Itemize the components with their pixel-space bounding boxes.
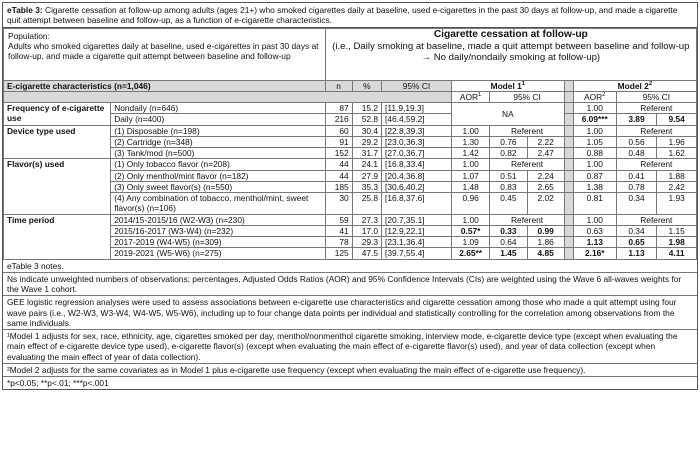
model-divider xyxy=(564,193,573,215)
cell-ci: [39.7,55.4] xyxy=(382,248,452,259)
cell-ci: [23.1,36.4] xyxy=(382,237,452,248)
note-line: GEE logistic regression analyses were used to assess associations between e-cigarette use characteristics and cigarette cessation among those who made a quit attempt using four wave pairs (i.e., W2-W3, W3-W4, W4-W5, W5-W6), including up to four change data points per individual and statistically controlling for the correlation among observations from the same individuals. xyxy=(3,296,697,330)
cell-referent2: Referent xyxy=(616,103,696,114)
cell-aor2: 0.63 xyxy=(573,225,616,236)
cell-hi1: 4.85 xyxy=(527,248,564,259)
population-text: Adults who smoked cigarettes daily at baseline, used e-cigarettes in past 30 days at follow-up, and made a cigarette quit attempt between baseline and follow-up xyxy=(8,40,319,61)
cell-aor1: 0.96 xyxy=(451,193,489,215)
etable-3 xyxy=(2,2,698,390)
cell-lo1: 0.76 xyxy=(490,136,527,147)
cell-aor2: 0.88 xyxy=(573,148,616,159)
cell-ci: [30.6,40.2] xyxy=(382,181,452,192)
cell-lo2: 0.56 xyxy=(616,136,657,147)
notes-heading: eTable 3 notes. xyxy=(3,260,697,273)
cell-hi1: 2.02 xyxy=(527,193,564,215)
cell-referent2: Referent xyxy=(616,159,696,170)
cell-n: 91 xyxy=(325,136,352,147)
cell-lo1: 0.45 xyxy=(490,193,527,215)
cell-pct: 25.8 xyxy=(352,193,381,215)
cell-hi1: 2.47 xyxy=(527,148,564,159)
cell-hi2: 2.42 xyxy=(657,181,697,192)
outcome-header xyxy=(325,28,696,80)
group-label: Flavor(s) used xyxy=(4,159,111,214)
table-title xyxy=(3,3,697,28)
note-line: ²Model 2 adjusts for the same covariates as in Model 1 plus e-cigarette use frequency (except when evaluating the main effect of e-cigarette use frequency). xyxy=(3,364,697,377)
table-row xyxy=(4,214,697,225)
cell-lo1: 0.82 xyxy=(490,148,527,159)
cell-lo1: 0.83 xyxy=(490,181,527,192)
cell-n: 60 xyxy=(325,125,352,136)
row-label: (3) Tank/mod (n=500) xyxy=(111,148,325,159)
note-line: ¹Model 1 adjusts for sex, race, ethnicity, age, cigarettes smoked per day, menthol/nonmenthol cigarette smoking, interview mode, e-cigarette device type (except when evaluating the main effect of e-cigarette device type used), e-cigarette flavor(s) (except when evaluating the main effect of e-cigarette flavor(s) used), and year of data collection (except when evaluating the main effect of year of data collection). xyxy=(3,330,697,364)
header-ci2: 95% CI xyxy=(616,91,696,102)
model-divider xyxy=(564,103,573,114)
row-label: Nondaily (n=646) xyxy=(111,103,325,114)
group-label: Time period xyxy=(4,214,111,259)
title-label: eTable 3: xyxy=(7,5,43,15)
cell-na: NA xyxy=(451,103,564,126)
cell-ci: [16.8,37.6] xyxy=(382,193,452,215)
note-line: *p<0.05; **p<.01; ***p<.001 xyxy=(7,378,109,388)
row-label: 2014/15-2015/16 (W2-W3) (n=230) xyxy=(111,214,325,225)
cell-ci: [20.4,36.8] xyxy=(382,170,452,181)
table-row xyxy=(4,103,697,114)
table-row xyxy=(4,125,697,136)
cell-aor1: 1.09 xyxy=(451,237,489,248)
cell-aor2: 1.00 xyxy=(573,103,616,114)
cell-aor1: 1.00 xyxy=(451,125,489,136)
cell-pct: 27.9 xyxy=(352,170,381,181)
group-label: Frequency of e-cigarette use xyxy=(4,103,111,126)
cell-referent2: Referent xyxy=(616,125,696,136)
outcome-description: (i.e., Daily smoking at baseline, made a quit attempt between baseline and follow-up → No daily/nondaily smoking at follow-up) xyxy=(332,40,690,64)
cell-ci: [16.8,33.4] xyxy=(382,159,452,170)
cell-hi2: 1.93 xyxy=(657,193,697,215)
header-characteristics: E-cigarette characteristics (n=1,046) xyxy=(4,80,326,91)
cell-aor2: 1.00 xyxy=(573,159,616,170)
outcome-title: Cigarette cessation at follow-up xyxy=(433,28,588,40)
cell-ci: [20.7,35.1] xyxy=(382,214,452,225)
cell-pct: 29.3 xyxy=(352,237,381,248)
cell-lo2: 0.48 xyxy=(616,148,657,159)
cell-pct: 27.3 xyxy=(352,214,381,225)
row-label: (3) Only sweet flavor(s) (n=550) xyxy=(111,181,325,192)
cell-hi1: 1.86 xyxy=(527,237,564,248)
cell-lo2: 0.34 xyxy=(616,225,657,236)
model-divider xyxy=(564,181,573,192)
cell-aor2: 1.38 xyxy=(573,181,616,192)
cell-lo2: 1.13 xyxy=(616,248,657,259)
header-ci: 95% CI xyxy=(382,80,452,91)
results-table xyxy=(3,28,697,260)
cell-n: 87 xyxy=(325,103,352,114)
cell-referent1: Referent xyxy=(490,125,564,136)
cell-hi2: 1.88 xyxy=(657,170,697,181)
header-model1: Model $1^1$ xyxy=(451,80,564,91)
cell-aor1: 1.00 xyxy=(451,159,489,170)
cell-pct: 17.0 xyxy=(352,225,381,236)
model-divider xyxy=(564,159,573,170)
model-divider xyxy=(564,136,573,147)
header-aor2: AOR$^2$ xyxy=(573,91,616,102)
title-text: Cigarette cessation at follow-up among adults (ages 21+) who smoked cigarettes daily at baseline, used e-cigarettes in the past 30 days at follow-up, and made a cigarette quit attempt between baseline and follow-up, as a function of e-cigarette characteristics. xyxy=(7,5,678,26)
cell-n: 216 xyxy=(325,114,352,125)
cell-aor1: 1.48 xyxy=(451,181,489,192)
header-n: n xyxy=(325,80,352,91)
model-divider xyxy=(564,225,573,236)
cell-hi1: 2.24 xyxy=(527,170,564,181)
cell-pct: 29.2 xyxy=(352,136,381,147)
cell-pct: 30.4 xyxy=(352,125,381,136)
header-ci1: 95% CI xyxy=(490,91,564,102)
model-divider xyxy=(564,248,573,259)
row-label: Daily (n=400) xyxy=(111,114,325,125)
row-label: 2015/16-2017 (W3-W4) (n=232) xyxy=(111,225,325,236)
row-label: (1) Disposable (n=198) xyxy=(111,125,325,136)
cell-aor1: 1.42 xyxy=(451,148,489,159)
table-row xyxy=(4,159,697,170)
cell-aor2: 1.13 xyxy=(573,237,616,248)
cell-n: 78 xyxy=(325,237,352,248)
cell-hi2: 9.54 xyxy=(657,114,697,125)
group-label: Device type used xyxy=(4,125,111,159)
row-label: 2017-2019 (W4-W5) (n=309) xyxy=(111,237,325,248)
cell-n: 30 xyxy=(325,193,352,215)
cell-ci: [11.9,19.3] xyxy=(382,103,452,114)
population-cell xyxy=(4,28,326,80)
cell-lo2: 0.34 xyxy=(616,193,657,215)
cell-pct: 52.8 xyxy=(352,114,381,125)
cell-lo1: 1.45 xyxy=(490,248,527,259)
cell-aor2: 1.00 xyxy=(573,214,616,225)
cell-aor1: 0.57* xyxy=(451,225,489,236)
cell-lo2: 0.41 xyxy=(616,170,657,181)
model-divider xyxy=(564,114,573,125)
cell-ci: [23.0,36.3] xyxy=(382,136,452,147)
cell-n: 125 xyxy=(325,248,352,259)
cell-hi1: 0.99 xyxy=(527,225,564,236)
row-label: (4) Any combination of tobacco, menthol/mint, sweet flavor(s) (n=106) xyxy=(111,193,325,215)
cell-n: 44 xyxy=(325,159,352,170)
row-label: 2019-2021 (W5-W6) (n=275) xyxy=(111,248,325,259)
header-model2: Model $2^2$ xyxy=(573,80,696,91)
model-divider xyxy=(564,170,573,181)
cell-ci: [46.4,59.2] xyxy=(382,114,452,125)
cell-lo1: 0.33 xyxy=(490,225,527,236)
cell-hi2: 1.15 xyxy=(657,225,697,236)
cell-referent2: Referent xyxy=(616,214,696,225)
note-line: Ns indicate unweighted numbers of observations; percentages, Adjusted Odds Ratios (AOR) and 95% Confidence Intervals (CIs) are weighted using the Wave 6 all-waves weights for the Wave 1 cohort. xyxy=(3,273,697,297)
model-divider xyxy=(564,125,573,136)
row-label: (2) Only menthol/mint flavor (n=182) xyxy=(111,170,325,181)
cell-aor1: 2.65** xyxy=(451,248,489,259)
cell-n: 44 xyxy=(325,170,352,181)
cell-lo2: 3.89 xyxy=(616,114,657,125)
cell-hi2: 1.62 xyxy=(657,148,697,159)
cell-hi2: 1.98 xyxy=(657,237,697,248)
cell-ci: [22.8,39.3] xyxy=(382,125,452,136)
cell-referent1: Referent xyxy=(490,214,564,225)
cell-lo1: 0.64 xyxy=(490,237,527,248)
model-divider xyxy=(564,237,573,248)
population-label: Population: xyxy=(8,30,50,41)
cell-referent1: Referent xyxy=(490,159,564,170)
cell-n: 59 xyxy=(325,214,352,225)
cell-aor1: 1.30 xyxy=(451,136,489,147)
row-label: (1) Only tobacco flavor (n=208) xyxy=(111,159,325,170)
cell-ci: [27.0,36.7] xyxy=(382,148,452,159)
cell-ci: [12.9,22.1] xyxy=(382,225,452,236)
cell-lo1: 0.51 xyxy=(490,170,527,181)
header-spacer xyxy=(4,91,452,102)
cell-pct: 35.3 xyxy=(352,181,381,192)
header-aor1: AOR$^1$ xyxy=(451,91,489,102)
cell-aor2: 2.16* xyxy=(573,248,616,259)
table-notes xyxy=(3,260,697,390)
cell-n: 185 xyxy=(325,181,352,192)
model-divider xyxy=(564,214,573,225)
cell-hi2: 1.96 xyxy=(657,136,697,147)
cell-aor2: 6.09*** xyxy=(573,114,616,125)
cell-n: 152 xyxy=(325,148,352,159)
cell-n: 41 xyxy=(325,225,352,236)
cell-lo2: 0.65 xyxy=(616,237,657,248)
cell-aor2: 1.00 xyxy=(573,125,616,136)
cell-pct: 15.2 xyxy=(352,103,381,114)
cell-lo2: 0.78 xyxy=(616,181,657,192)
cell-pct: 31.7 xyxy=(352,148,381,159)
cell-pct: 24.1 xyxy=(352,159,381,170)
cell-aor1: 1.00 xyxy=(451,214,489,225)
cell-hi1: 2.65 xyxy=(527,181,564,192)
cell-aor1: 1.07 xyxy=(451,170,489,181)
row-label: (2) Cartridge (n=348) xyxy=(111,136,325,147)
cell-aor2: 0.81 xyxy=(573,193,616,215)
header-pct: % xyxy=(352,80,381,91)
cell-hi1: 2.22 xyxy=(527,136,564,147)
model-divider xyxy=(564,148,573,159)
cell-aor2: 0.87 xyxy=(573,170,616,181)
cell-hi2: 4.11 xyxy=(657,248,697,259)
cell-aor2: 1.05 xyxy=(573,136,616,147)
cell-pct: 47.5 xyxy=(352,248,381,259)
